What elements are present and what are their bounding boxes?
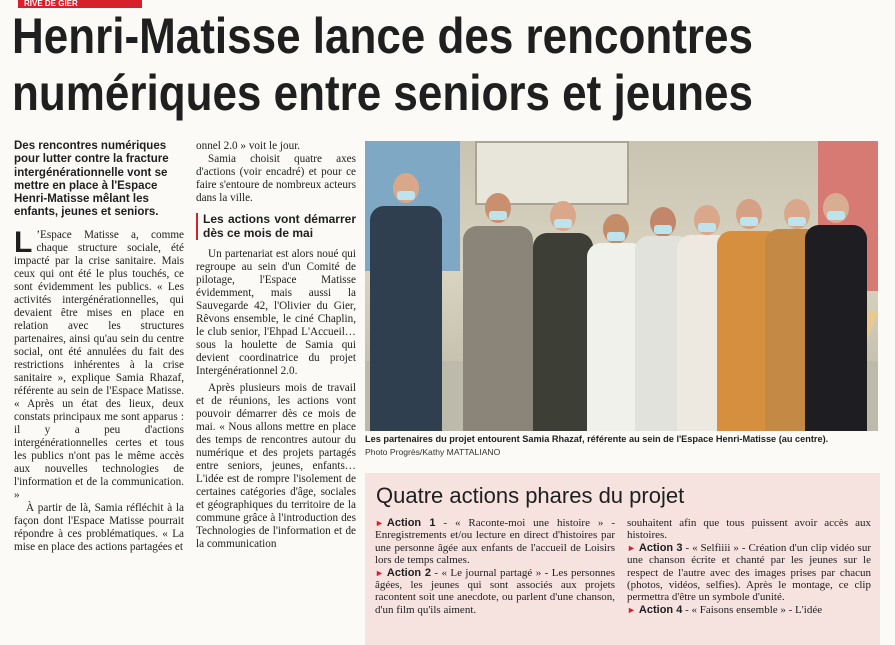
section-kicker: RIVE DE GIER: [18, 0, 142, 8]
action-text: - « Raconte-moi une histoire » - Enregistrements et/ou lecture en direct d'histoires par une personne âgée aux enfants de l'accueil de Loisirs lors de temps calmes.: [375, 517, 615, 567]
person-figure: [805, 185, 867, 431]
subheading: Les actions vont démarrer dès ce mois de mai: [196, 213, 356, 240]
action-item: [627, 542, 871, 604]
action-text: - « Le journal partagé » - Les personnes âgées, les jeunes qui sont associés aux projets racontent soit une anecdote, ou parlent d'une chanson, d'un film qu'ils aiment.: [375, 566, 615, 616]
article-column-2: [196, 140, 356, 551]
body-paragraph: À partir de là, Samia réfléchit à la façon dont l'Espace Matisse pourrait répondre à ces problématiques. « La mise en place des actions partagées et: [14, 501, 184, 553]
action-label: Action 2: [386, 566, 431, 579]
arrow-icon: ►: [627, 542, 636, 553]
group-photo: [365, 141, 878, 431]
headline-line-1: Henri-Matisse lance des rencontres: [12, 8, 753, 64]
body-paragraph: onnel 2.0 » voit le jour.: [196, 140, 301, 152]
action-label: Action 1: [386, 517, 436, 529]
arrow-icon: ►: [627, 604, 636, 615]
action-label: Action 3: [638, 541, 683, 554]
headline: [12, 8, 786, 122]
box-title: Quatre actions phares du projet: [376, 483, 685, 508]
body-text: ’Espace Matisse a, comme chaque structure sociale, été impacté par la crise sanitaire. Mais ceux qui ont été le plus touchés, ce sont évidemment les publics. « Les activités intergénérationnelles, qui devaient être mises en place en relation avec les structures partenaires, ainsi qu'au sein du centre social, ont été annulées du fait des restrictions inhérentes à la crise sanitaire », explique Samia Rhazaf, référente au sein de l'Espace Matisse. « Après un état des lieux, deux constats principaux me sont apparus : il y a peu d'actions intergénérationnelles certes et tous les publics n'ont pas le même accès aux nouvelles technologies de l'information et de la communication. »: [14, 228, 184, 501]
person-figure: [370, 161, 442, 431]
arrow-icon: ►: [375, 518, 384, 528]
article-column-1: [14, 140, 184, 554]
action-text: - « Faisons ensemble » - L'idée: [682, 603, 823, 616]
box-column-1: [375, 517, 615, 616]
person-figure: [463, 181, 533, 431]
person-figure: [533, 191, 593, 431]
sidebar-box: [365, 473, 880, 645]
box-column-2: [627, 517, 871, 616]
action-item: [627, 604, 871, 616]
body-paragraph: Samia choisit quatre axes d'actions (voir encadré) et pour ce faire s'entoure de nombreux acteurs dans la ville.: [196, 153, 356, 204]
body-paragraph: [14, 225, 184, 502]
arrow-icon: ►: [375, 567, 384, 578]
headline-line-2: numériques entre seniors et jeunes: [12, 65, 753, 121]
action-text: - « Selfiiii » - Création d'un clip vidéo sur une chanson écrite et chanté par les jeunes sur le respect de l'autre avec des images prises par chacun (photos, vidéos, selfies). Après le montage, ce clip permettra d'être un symbole d'unité.: [627, 541, 871, 604]
action-item: [375, 567, 615, 617]
photo-credit: Photo Progrès/Kathy MATTALIANO: [365, 447, 501, 457]
action-continuation: souhaitent afin que tous puissent avoir accès aux histoires.: [627, 517, 871, 542]
drop-cap: L: [14, 225, 33, 259]
action-item: [375, 517, 615, 567]
body-paragraph: Un partenariat est alors noué qui regroupe au sein d'un Comité de pilotage, l'Espace Matisse évidemment, mais aussi la Sauvegarde 42, l'Olivier du Gier, Rêvons ensemble, le ciné Chaplin, le club senior, l'Ehpad L'Accueil… sous la houlette de Samia qui devient coordinatrice du projet Intergénérationnel 2.0.: [196, 248, 356, 377]
action-label: Action 4: [638, 603, 683, 616]
body-paragraph: Après plusieurs mois de travail et de réunions, les actions vont pouvoir démarrer dès ce mois de mai. « Nous allons mettre en place des temps de rencontres autour du numérique et des projets partagés entre seniors, jeunes, enfants… L'idée est de rompre l'isolement de certaines catégories d'âge, sociales et géographiques du territoire de la commune grâce à l'introduction des Technologies de l'information et de la communication: [196, 382, 356, 550]
lead-paragraph: Des rencontres numériques pour lutter contre la fracture intergénérationnelle vont se mettre en place à l'Espace Henri-Matisse mêlant les enfants, jeunes et seniors.: [14, 140, 169, 219]
photo-caption: Les partenaires du projet entourent Samia Rhazaf, référente au sein de l'Espace Henri-Matisse (au centre).: [365, 434, 829, 444]
